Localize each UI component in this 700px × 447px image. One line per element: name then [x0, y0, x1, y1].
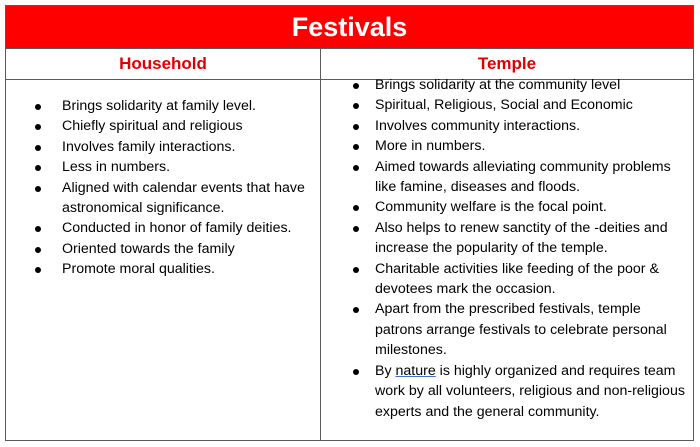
list-item: Spiritual, Religious, Social and Economic — [347, 95, 690, 115]
household-header: Household — [6, 49, 320, 80]
list-item: Aimed towards alleviating community problems like famine, diseases and floods. — [347, 157, 690, 198]
list-item: Promote moral qualities. — [28, 259, 313, 279]
list-item: Brings solidarity at family level. — [28, 96, 313, 116]
list-item: Also helps to renew sanctity of the -deities and increase the popularity of the temple. — [347, 218, 690, 259]
column-divider — [320, 49, 321, 440]
list-item: Charitable activities like feeding of the poor & devotees mark the occasion. — [347, 259, 690, 300]
list-item: Aligned with calendar events that have astronomical significance. — [28, 178, 313, 219]
item-text-before: By — [375, 362, 396, 379]
list-item: Conducted in honor of family deities. — [28, 218, 313, 238]
list-item: Chiefly spiritual and religious — [28, 116, 313, 136]
list-item: Apart from the prescribed festivals, temple patrons arrange festivals to celebrate personal milestones. — [347, 299, 690, 360]
list-item — [347, 361, 690, 422]
list-item: Involves family interactions. — [28, 137, 313, 157]
list-item: Less in numbers. — [28, 157, 313, 177]
temple-header: Temple — [321, 49, 693, 80]
list-item: More in numbers. — [347, 136, 690, 156]
item-text-underlined: nature — [395, 362, 436, 379]
temple-list — [347, 75, 690, 422]
list-item: Involves community interactions. — [347, 116, 690, 136]
household-list — [28, 96, 313, 280]
table-title: Festivals — [6, 6, 693, 49]
list-item: Oriented towards the family — [28, 239, 313, 259]
item-text-after: is highly organized and requires team work by all volunteers, religious and non-religious experts and the general community. — [375, 362, 685, 420]
list-item: Community welfare is the focal point. — [347, 197, 690, 217]
list-item: Brings solidarity at the community level — [347, 75, 690, 95]
